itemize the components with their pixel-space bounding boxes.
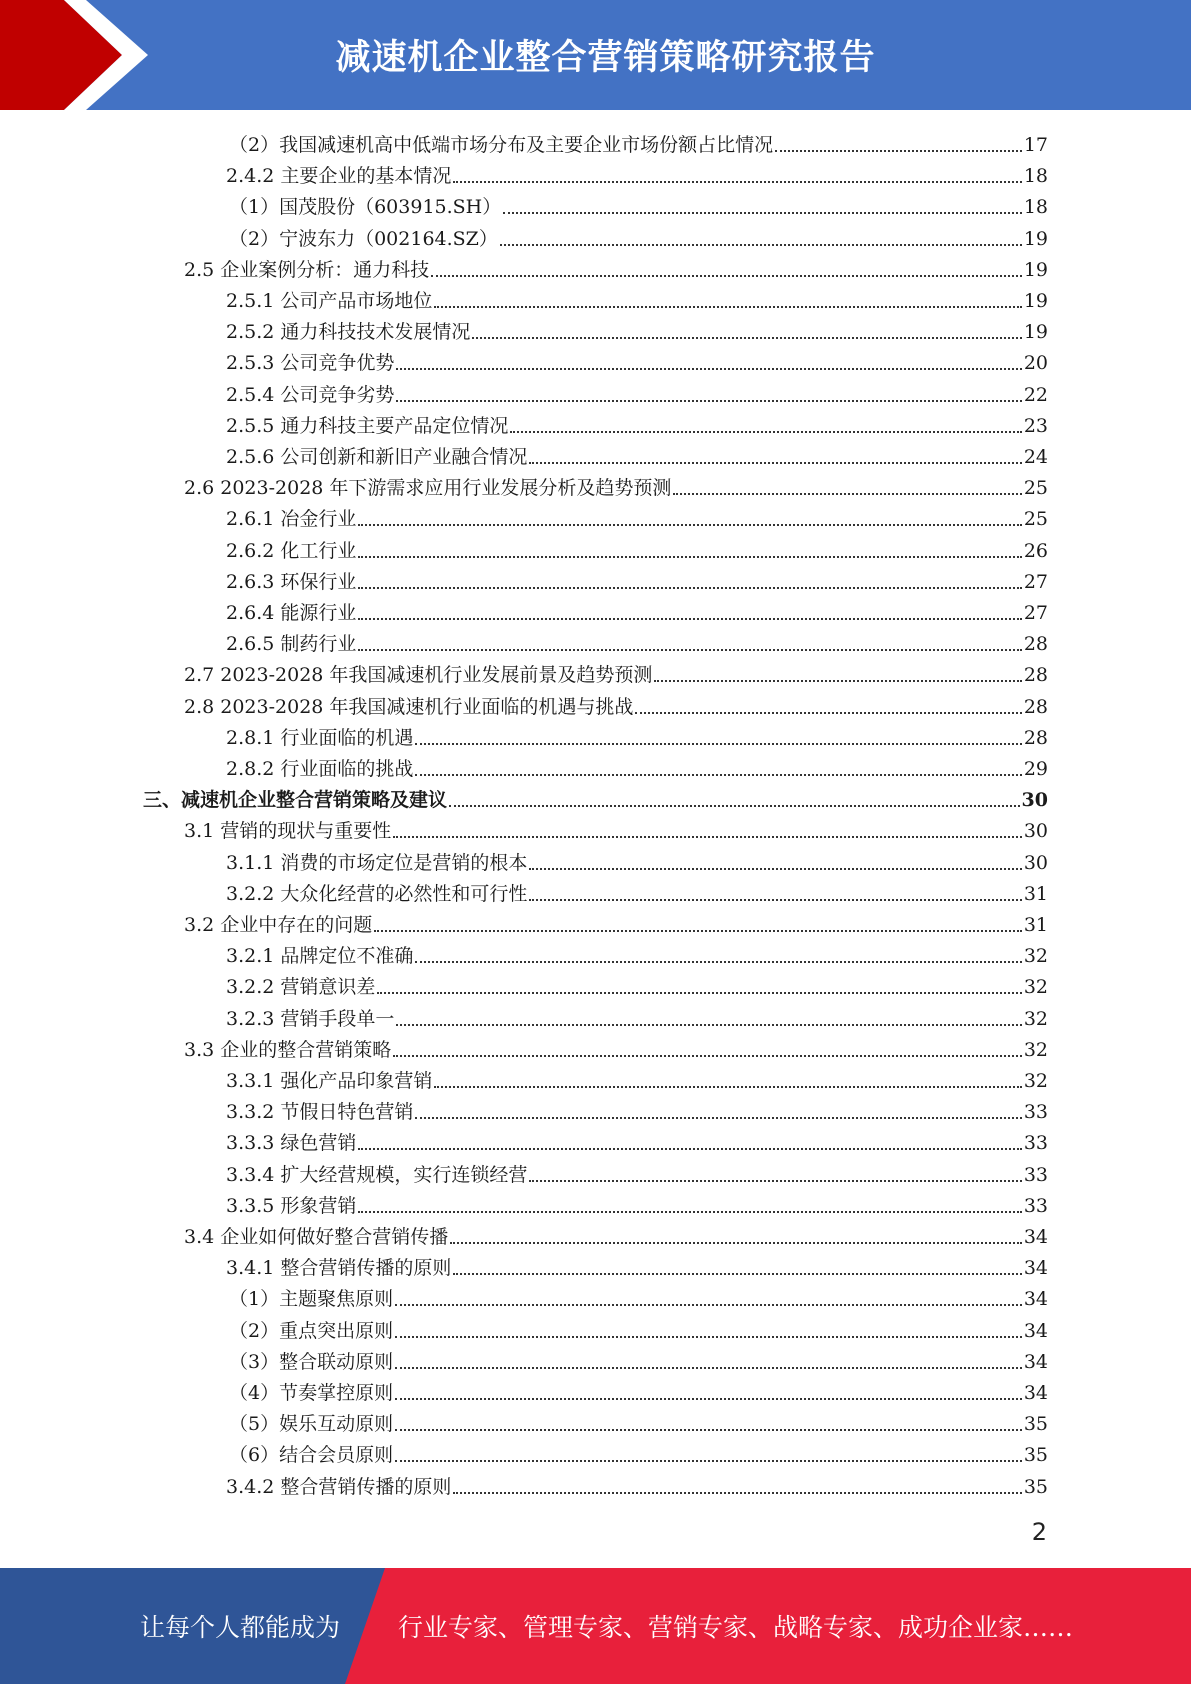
toc-entry-label: 2.8.2 行业面临的挑战 <box>226 758 414 780</box>
toc-dot-leader <box>449 805 1020 807</box>
toc-entry-label: 2.5.4 公司竞争劣势 <box>226 384 395 406</box>
toc-entry[interactable] <box>226 720 1048 751</box>
toc-entry-page: 19 <box>1023 228 1048 250</box>
toc-dot-leader <box>673 493 1021 495</box>
toc-entry-label: 3.2.2 大众化经营的必然性和可行性 <box>226 883 528 905</box>
toc-entry[interactable] <box>226 1094 1048 1125</box>
toc-entry-label: 3.4.2 整合营销传播的原则 <box>226 1476 452 1498</box>
toc-entry[interactable] <box>226 1001 1048 1032</box>
toc-entry[interactable] <box>184 689 1048 720</box>
toc-entry-page: 34 <box>1023 1257 1048 1279</box>
toc-dot-leader <box>358 1148 1021 1150</box>
toc-entry-label: 3.2.3 营销手段单一 <box>226 1008 395 1030</box>
report-title: 减速机企业整合营销策略研究报告 <box>335 38 876 78</box>
toc-entry-page: 26 <box>1023 540 1048 562</box>
toc-entry[interactable] <box>229 1437 1048 1468</box>
toc-dot-leader <box>635 712 1021 714</box>
toc-entry[interactable] <box>229 1313 1048 1344</box>
toc-entry[interactable] <box>184 907 1048 938</box>
toc-entry[interactable] <box>229 1281 1048 1312</box>
toc-entry-page: 28 <box>1023 727 1048 749</box>
toc-dot-leader <box>654 680 1021 682</box>
toc-dot-leader <box>395 1398 1022 1400</box>
toc-entry[interactable] <box>226 595 1048 626</box>
toc-entry[interactable] <box>226 938 1048 969</box>
toc-entry-page: 34 <box>1023 1382 1048 1404</box>
toc-entry[interactable] <box>226 969 1048 1000</box>
toc-entry-label: 2.5.6 公司创新和新旧产业融合情况 <box>226 446 528 468</box>
toc-entry[interactable] <box>226 283 1048 314</box>
toc-entry-label: （2）我国减速机高中低端市场分布及主要企业市场份额占比情况 <box>229 134 774 156</box>
toc-entry-label: 2.7 2023-2028 年我国减速机行业发展前景及趋势预测 <box>184 664 653 686</box>
toc-entry-page: 29 <box>1023 758 1048 780</box>
toc-entry[interactable] <box>226 158 1048 189</box>
toc-entry-label: （3）整合联动原则 <box>229 1351 394 1373</box>
footer-slogan-right: 行业专家、管理专家、营销专家、战略专家、成功企业家…… <box>398 1613 1074 1642</box>
footer-slogan-left: 让每个人都能成为 <box>140 1613 341 1642</box>
toc-dot-leader <box>500 244 1022 246</box>
toc-entry[interactable] <box>184 1219 1048 1250</box>
toc-entry-label: 2.8.1 行业面临的机遇 <box>226 727 414 749</box>
toc-entry-page: 34 <box>1023 1320 1048 1342</box>
toc-entry[interactable] <box>184 813 1048 844</box>
toc-entry[interactable] <box>226 439 1048 470</box>
toc-entry[interactable] <box>226 1250 1048 1281</box>
toc-entry-page: 31 <box>1023 914 1048 936</box>
toc-entry[interactable] <box>226 1063 1048 1094</box>
toc-dot-leader <box>395 1336 1022 1338</box>
toc-entry-label: 2.6.4 能源行业 <box>226 602 357 624</box>
toc-entry-page: 32 <box>1023 1039 1048 1061</box>
toc-dot-leader <box>358 556 1021 558</box>
toc-dot-leader <box>395 1460 1022 1462</box>
toc-entry-label: 2.6 2023-2028 年下游需求应用行业发展分析及趋势预测 <box>184 477 672 499</box>
toc-entry-label: 3.2.2 营销意识差 <box>226 976 376 998</box>
toc-entry-page: 19 <box>1023 290 1048 312</box>
toc-entry[interactable] <box>229 189 1048 220</box>
toc-entry-label: 3.1 营销的现状与重要性 <box>184 820 392 842</box>
toc-entry-page: 25 <box>1023 508 1048 530</box>
toc-dot-leader <box>396 400 1021 402</box>
toc-entry-page: 28 <box>1023 664 1048 686</box>
toc-entry-page: 35 <box>1023 1413 1048 1435</box>
toc-dot-leader <box>453 181 1021 183</box>
toc-entry-label: （5）娱乐互动原则 <box>229 1413 394 1435</box>
toc-entry-label: （6）结合会员原则 <box>229 1444 394 1466</box>
toc-dot-leader <box>358 649 1021 651</box>
toc-entry[interactable] <box>226 1469 1048 1500</box>
toc-entry-page: 28 <box>1023 633 1048 655</box>
toc-entry[interactable] <box>184 1032 1048 1063</box>
toc-entry-label: （2）宁波东力（002164.SZ） <box>229 228 498 250</box>
toc-entry-label: 2.6.1 冶金行业 <box>226 508 357 530</box>
toc-entry[interactable] <box>229 221 1048 252</box>
toc-entry-page: 18 <box>1023 165 1048 187</box>
toc-entry[interactable] <box>229 127 1048 158</box>
toc-entry[interactable] <box>226 1188 1048 1219</box>
toc-dot-leader <box>393 836 1022 838</box>
toc-dot-leader <box>358 587 1021 589</box>
toc-entry-label: 3.3.5 形象营销 <box>226 1195 357 1217</box>
toc-entry-label: 2.8 2023-2028 年我国减速机行业面临的机遇与挑战 <box>184 696 634 718</box>
toc-entry[interactable] <box>226 876 1048 907</box>
toc-dot-leader <box>374 930 1022 932</box>
toc-entry[interactable] <box>226 751 1048 782</box>
toc-dot-leader <box>472 337 1021 339</box>
toc-entry[interactable] <box>226 845 1048 876</box>
toc-entry-page: 24 <box>1023 446 1048 468</box>
toc-dot-leader <box>453 1273 1021 1275</box>
toc-dot-leader <box>453 1492 1021 1494</box>
toc-entry[interactable] <box>226 1125 1048 1156</box>
toc-entry[interactable] <box>226 345 1048 376</box>
toc-entry-page: 20 <box>1023 352 1048 374</box>
toc-dot-leader <box>396 1024 1021 1026</box>
toc-entry[interactable] <box>229 1375 1048 1406</box>
toc-entry-label: 3.3.4 扩大经营规模，实行连锁经营 <box>226 1164 528 1186</box>
toc-entry-page: 34 <box>1023 1351 1048 1373</box>
toc-entry-page: 30 <box>1023 820 1048 842</box>
toc-dot-leader <box>434 1086 1021 1088</box>
toc-dot-leader <box>510 431 1021 433</box>
toc-dot-leader <box>377 992 1021 994</box>
page-number: 2 <box>1031 1518 1047 1546</box>
toc-entry-page: 32 <box>1023 1070 1048 1092</box>
toc-entry-page: 27 <box>1023 571 1048 593</box>
toc-entry-label: 2.4.2 主要企业的基本情况 <box>226 165 452 187</box>
toc-dot-leader <box>529 462 1021 464</box>
toc-entry-page: 33 <box>1023 1132 1048 1154</box>
toc-entry-label: 3.3.1 强化产品印象营销 <box>226 1070 433 1092</box>
toc-entry-label: （1）主题聚焦原则 <box>229 1288 394 1310</box>
toc-entry[interactable] <box>184 252 1048 283</box>
toc-entry-page: 30 <box>1021 789 1048 811</box>
toc-entry[interactable] <box>184 657 1048 688</box>
toc-entry[interactable] <box>143 782 1048 813</box>
toc-entry-page: 19 <box>1023 321 1048 343</box>
toc-dot-leader <box>529 899 1021 901</box>
toc-entry[interactable] <box>226 533 1048 564</box>
toc-dot-leader <box>503 212 1022 214</box>
toc-dot-leader <box>415 743 1021 745</box>
toc-entry-label: （2）重点突出原则 <box>229 1320 394 1342</box>
toc-entry-label: 3.1.1 消费的市场定位是营销的根本 <box>226 852 528 874</box>
toc-entry-label: 2.5.1 公司产品市场地位 <box>226 290 433 312</box>
toc-entry-label: 三、减速机企业整合营销策略及建议 <box>143 789 448 811</box>
toc-dot-leader <box>358 1211 1021 1213</box>
toc-entry-label: 2.5.2 通力科技技术发展情况 <box>226 321 471 343</box>
toc-entry-page: 32 <box>1023 1008 1048 1030</box>
toc-entry-label: 2.5.3 公司竞争优势 <box>226 352 395 374</box>
toc-dot-leader <box>395 1304 1022 1306</box>
page-footer <box>0 1568 1191 1684</box>
toc-dot-leader <box>450 1242 1022 1244</box>
toc-dot-leader <box>529 1180 1021 1182</box>
toc-entry-page: 27 <box>1023 602 1048 624</box>
toc-entry[interactable] <box>226 564 1048 595</box>
toc-entry-page: 25 <box>1023 477 1048 499</box>
toc-entry-label: 3.4.1 整合营销传播的原则 <box>226 1257 452 1279</box>
toc-entry-page: 33 <box>1023 1101 1048 1123</box>
toc-dot-leader <box>434 306 1021 308</box>
toc-entry-page: 30 <box>1023 852 1048 874</box>
toc-dot-leader <box>358 524 1021 526</box>
toc-dot-leader <box>529 868 1021 870</box>
toc-entry-page: 33 <box>1023 1164 1048 1186</box>
toc-entry-page: 28 <box>1023 696 1048 718</box>
toc-dot-leader <box>415 774 1021 776</box>
toc-dot-leader <box>393 1055 1022 1057</box>
toc-entry-label: 2.6.5 制药行业 <box>226 633 357 655</box>
toc-entry-label: 2.6.2 化工行业 <box>226 540 357 562</box>
toc-entry[interactable] <box>226 377 1048 408</box>
toc-entry[interactable] <box>226 314 1048 345</box>
toc-dot-leader <box>775 150 1022 152</box>
toc-dot-leader <box>396 368 1021 370</box>
toc-entry-page: 19 <box>1023 259 1048 281</box>
toc-entry-label: 2.6.3 环保行业 <box>226 571 357 593</box>
toc-entry[interactable] <box>184 470 1048 501</box>
toc-entry-label: 3.2.1 品牌定位不准确 <box>226 945 414 967</box>
toc-entry[interactable] <box>229 1406 1048 1437</box>
toc-entry-page: 34 <box>1023 1226 1048 1248</box>
toc-entry-label: 2.5.5 通力科技主要产品定位情况 <box>226 415 509 437</box>
toc-dot-leader <box>395 1367 1022 1369</box>
toc-entry-label: 3.4 企业如何做好整合营销传播 <box>184 1226 449 1248</box>
toc-dot-leader <box>415 961 1021 963</box>
toc-entry-label: 3.3 企业的整合营销策略 <box>184 1039 392 1061</box>
toc-entry[interactable] <box>229 1344 1048 1375</box>
toc-entry[interactable] <box>226 626 1048 657</box>
toc-dot-leader <box>395 1429 1022 1431</box>
toc-entry-page: 31 <box>1023 883 1048 905</box>
toc-entry-page: 34 <box>1023 1288 1048 1310</box>
toc-entry-page: 33 <box>1023 1195 1048 1217</box>
toc-entry-label: （1）国茂股份（603915.SH） <box>229 196 502 218</box>
toc-entry-page: 17 <box>1023 134 1048 156</box>
page-header <box>0 0 1191 110</box>
toc-dot-leader <box>431 275 1022 277</box>
toc-entry-page: 32 <box>1023 976 1048 998</box>
toc-entry-page: 35 <box>1023 1444 1048 1466</box>
toc-entry-page: 23 <box>1023 415 1048 437</box>
toc-entry-label: 3.2 企业中存在的问题 <box>184 914 373 936</box>
toc-entry[interactable] <box>226 408 1048 439</box>
toc-entry-page: 18 <box>1023 196 1048 218</box>
toc-dot-leader <box>358 618 1021 620</box>
toc-entry-page: 22 <box>1023 384 1048 406</box>
toc-entry-label: 2.5 企业案例分析：通力科技 <box>184 259 430 281</box>
toc-dot-leader <box>415 1117 1021 1119</box>
toc-entry-label: 3.3.2 节假日特色营销 <box>226 1101 414 1123</box>
toc-entry[interactable] <box>226 501 1048 532</box>
toc-entry-label: （4）节奏掌控原则 <box>229 1382 394 1404</box>
toc-entry[interactable] <box>226 1157 1048 1188</box>
toc-entry-page: 32 <box>1023 945 1048 967</box>
toc-entry-label: 3.3.3 绿色营销 <box>226 1132 357 1154</box>
toc-entry-page: 35 <box>1023 1476 1048 1498</box>
